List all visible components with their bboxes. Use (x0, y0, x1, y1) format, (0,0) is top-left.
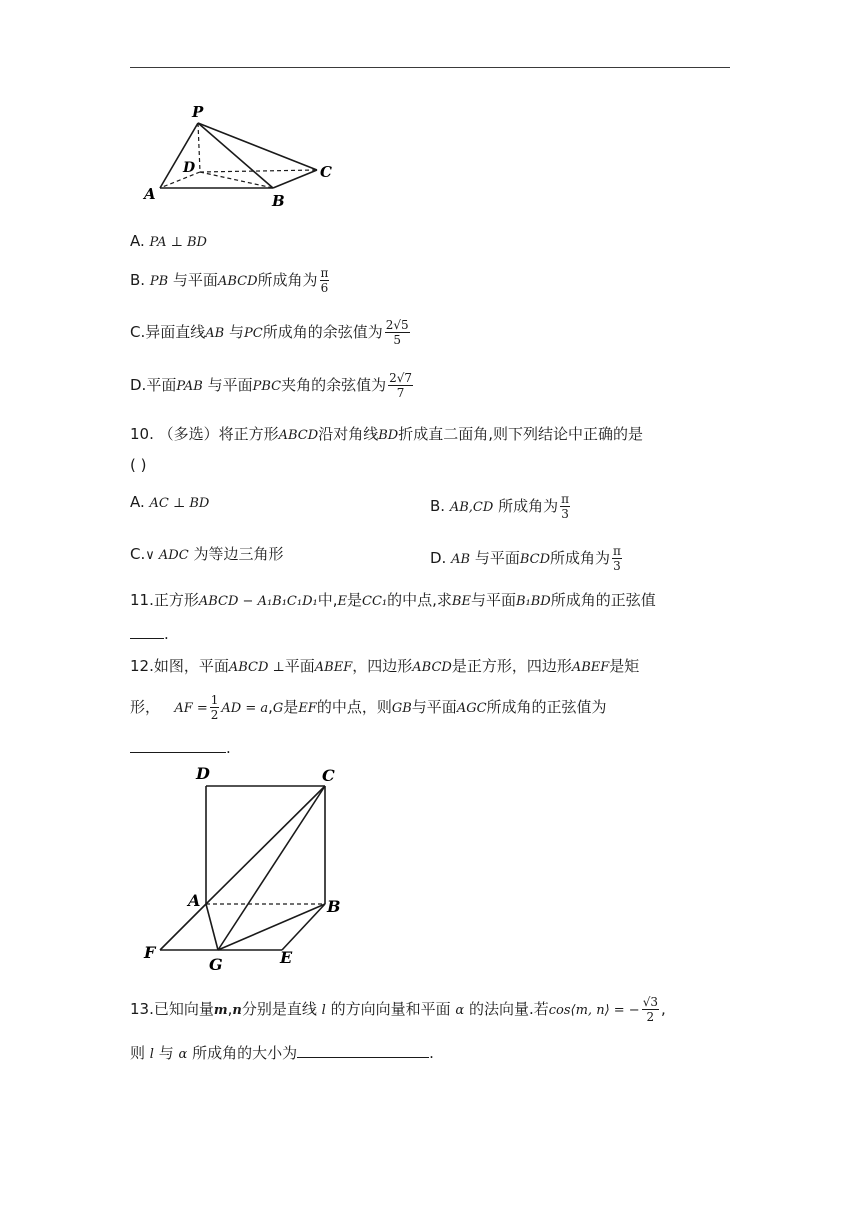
top-rule (130, 67, 730, 68)
fraction: $\frac{2√7}{7}$ (389, 371, 413, 400)
q13-stem-line2: 则 l 与 α 所成角的大小为 . (130, 1044, 434, 1062)
q11-answer-blank: . (130, 624, 169, 644)
q12-stem-line1: 12.如图，平面ABCD ⊥平面ABEF，四边形ABCD是正方形，四边形ABEF是矩 (130, 657, 640, 675)
q10-option-d: D. AB 与平面BCD所成角为 $\frac{\pi}{3}$ (430, 544, 621, 573)
q10-answer-paren: ( ) (130, 456, 147, 474)
q13-stem-line1: 13.已知向量m,n分别是直线 l 的方向向量和平面 α 的法向量.若cos⟨m, n⟩ = − $\frac{√3}{2}$ , (130, 995, 666, 1024)
q9-option-d: D.平面PAB 与平面PBC夹角的余弦值为 $\frac{2√7}{7}$ (130, 371, 413, 400)
label-A: A (144, 185, 156, 203)
square-rectangle-figure (140, 760, 350, 980)
q10-option-b: B. AB,CD 所成角为 $\frac{\pi}{3}$ (430, 492, 569, 521)
q10-stem: 10. （多选）将正方形ABCD沿对角线BD折成直二面角,则下列结论中正确的是 (130, 425, 643, 443)
fraction: $\frac{\pi}{3}$ (613, 544, 621, 573)
label-C: C (322, 766, 335, 785)
q10-option-c: C.∨ ADC 为等边三角形 (130, 545, 284, 563)
label-E: E (280, 948, 293, 967)
q9-option-b: B. PB 与平面ABCD所成角为 $\frac{\pi}{6}$ (130, 266, 329, 295)
fraction: $\frac{\pi}{6}$ (320, 266, 329, 295)
q12-answer-blank: . (130, 738, 231, 758)
q12-stem-line2: 形， AF = $\frac{1}{2}$ AD = a,G是EF的中点，则GB与平面AGC所成角的正弦值为 (130, 693, 607, 722)
label-D: D (196, 764, 210, 783)
label-B: B (272, 192, 285, 210)
answer-blank (297, 1043, 429, 1058)
q10-option-a: A. AC ⊥ BD (130, 493, 210, 511)
label-B: B (327, 897, 341, 916)
fraction: $\frac{1}{2}$ (210, 693, 219, 722)
fraction: $\frac{2√5}{5}$ (385, 318, 409, 347)
fraction: $\frac{√3}{2}$ (642, 995, 658, 1024)
label-F: F (144, 943, 156, 962)
q9-option-c: C.异面直线AB 与PC所成角的余弦值为 $\frac{2√5}{5}$ (130, 318, 409, 347)
pyramid-figure (140, 100, 340, 210)
fraction: $\frac{\pi}{3}$ (561, 492, 569, 521)
label-P: P (192, 103, 204, 121)
label-D: D (183, 160, 196, 176)
q9-option-a: A. PA ⊥ BD (130, 232, 207, 250)
label-C: C (320, 163, 332, 181)
q11-stem: 11.正方形ABCD − A₁B₁C₁D₁中,E是CC₁的中点,求BE与平面B₁BD所成角的正弦值 (130, 591, 656, 609)
label-G: G (209, 955, 223, 974)
label-A: A (188, 891, 201, 910)
